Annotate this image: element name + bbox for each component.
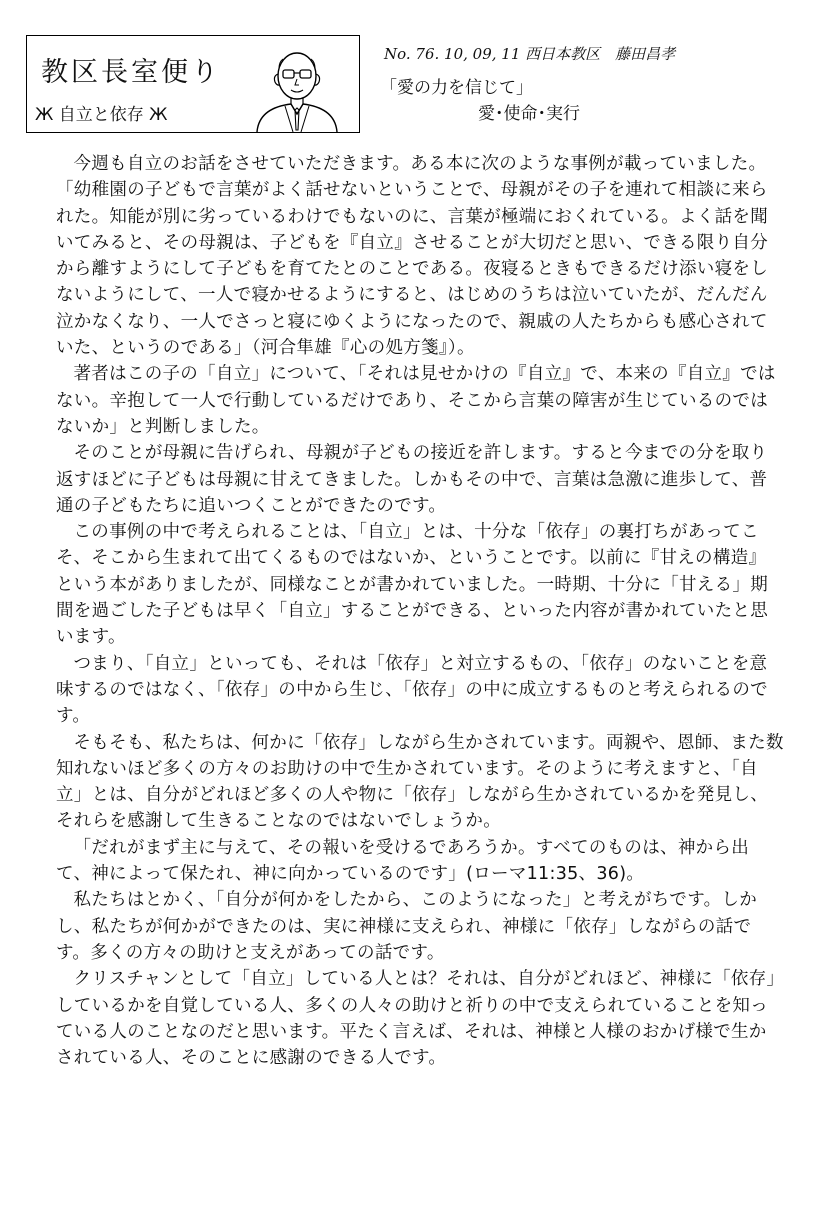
article-paragraph: そのことが母親に告げられ、母親が子どもの接近を許します。すると今までの分を取り返すほどに子どもは母親に甘えてきました。しかもその中で、言葉は急激に進歩して、普通の子どもたちに追いつくことができたのです。 [56,443,768,516]
bald-man-with-glasses-icon [249,46,345,132]
article-paragraph: 著者はこの子の「自立」について、「それは見せかけの『自立』で、本来の『自立』ではない。辛抱して一人で行動しているだけであり、そこから言葉の障害が生じているのではないか」と判断しました。 [56,364,776,437]
column-title: 教区長室便り [41,57,221,88]
article-paragraph: 私たちはとかく、「自分が何かをしたから、このようになった」と考えがちです。しかし、私たちが何かができたのは、実に神様に支えられ、神様に「依存」しながらの話です。多くの方々の助けと支えがあっての話です。 [56,890,758,963]
article-paragraph: クリスチャンとして「自立」している人とは？それは、自分がどれほど、神様に「依存」しているかを自覚している人、多くの人々の助けと祈りの中で支えられていることを知っている人のことなのだと思います。平たく言えば、それは、神様と人様のおかげ様で生かされている人、そのことに感謝のできる人です。 [56,969,776,1069]
column-subtitle: Ж 自立と依存 Ж [35,105,168,125]
issue-line: No. 76. 10, 09, 11 西日本教区 藤田昌孝 [384,45,676,63]
article-paragraph: この事例の中で考えられることは、「自立」とは、十分な「依存」の裏打ちがあってこそ、そこから生まれて出てくるものではないか、ということです。以前に『甘えの構造』という本がありましたが、同様なことが書かれていました。一時期、十分に「甘える」期間を過ごした子どもは早く「自立」することができる、といった内容が書かれていたと思います。 [56,522,768,648]
motto-words: 愛･使命･実行 [478,104,580,124]
article-paragraph: 「幼稚園の子どもで言葉がよく話せないということで、母親がその子を連れて相談に来られた。知能が別に劣っているわけでもないのに、言葉が極端におくれている。よく話を聞いてみると、その母親は、子どもを『自立』させることが大切だと思い、できる限り自分から離すようにして子どもを育てたとのことである。夜寝るときもできるだけ添い寝をしないようにして、一人で寝かせるようにすると、はじめのうちは泣いていたが、だんだん泣かなくなり、一人でさっと寝にゆくようになったので、親戚の人たちからも感心されていた、というのである」（河合隼雄『心の処方箋』）。 [56,180,768,359]
article-body [56,151,784,1071]
motto-title: 「愛の力を信じて」 [380,78,533,98]
article-paragraph: 「だれがまず主に与えて、その報いを受けるであろうか。すべてのものは、神から出て、神によって保たれ、神に向かっているのです」(ローマ11:35、36)。 [56,837,750,885]
column-header-box [26,35,360,133]
article-paragraph: 今週も自立のお話をさせていただきます。ある本に次のような事例が載っていました。 [73,154,767,174]
article-paragraph: そもそも、私たちは、何かに「依存」しながら生かされています。両親や、恩師、また数知れないほど多くの方々のお助けの中で生かされています。そのように考えますと、「自立」とは、自分がどれほど多くの人や物に「依存」しながら生かされているかを発見し、それらを感謝して生きることなのではないでしょうか。 [56,732,784,832]
article-paragraph: つまり、「自立」といっても、それは「依存」と対立するもの、「依存」のないことを意味するのではなく、「依存」の中から生じ、「依存」の中に成立するものと考えられるのです。 [56,653,768,727]
